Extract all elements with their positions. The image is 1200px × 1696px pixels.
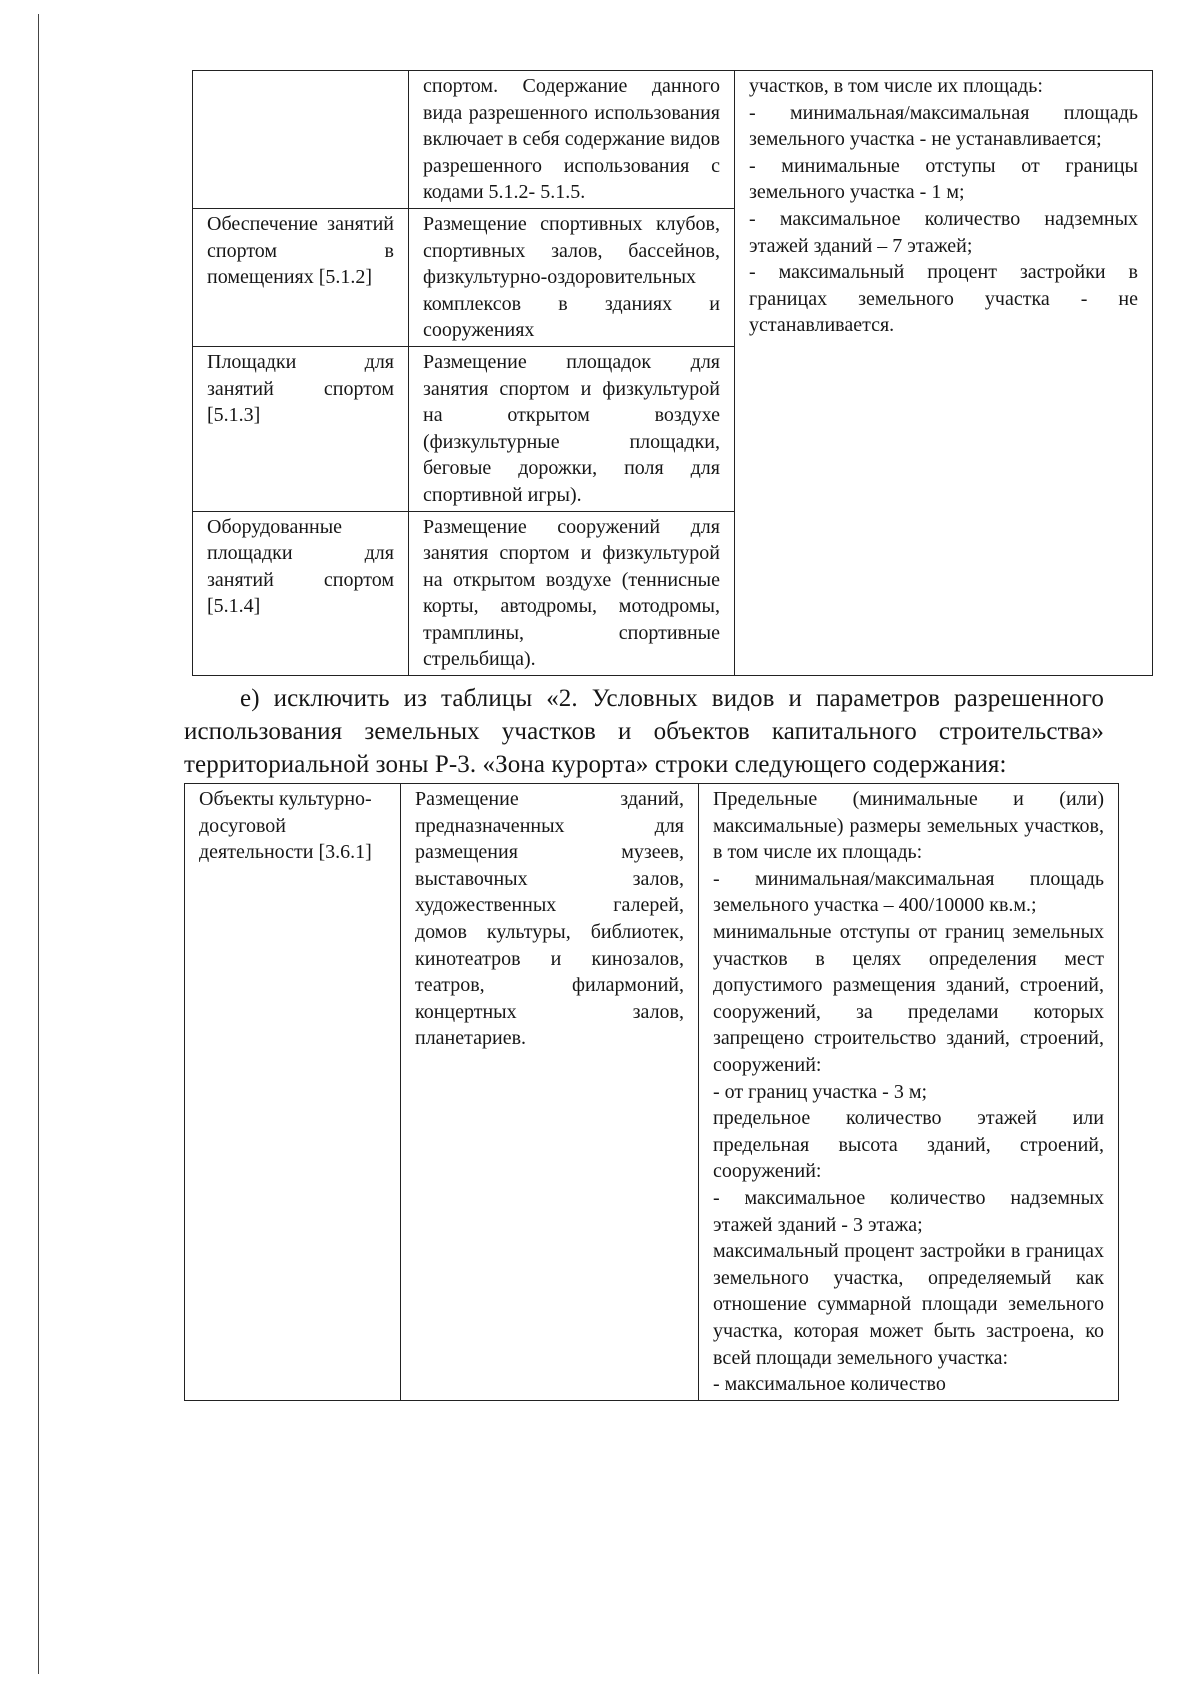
table-row <box>185 784 1119 1401</box>
use-parameters: участков, в том числе их площадь: - минимальная/максимальная площадь земельного участка - не устанавливается; - минимальные отступы от границы земельного участка - 1 м; - максимальное количество надземных этажей зданий – 7 этажей; - максимальный процент застройки в границах земельного участка - не устанавливается. <box>735 71 1153 676</box>
document-page <box>184 70 1152 1401</box>
use-type-name <box>193 71 409 209</box>
use-type-description: спортом. Содержание данного вида разрешенного использования включает в себя содержание видов разрешенного использования с кодами 5.1.2- 5.1.5. <box>409 71 735 209</box>
binder-margin-line <box>38 14 39 1674</box>
use-type-description: Размещение сооружений для занятия спортом и физкультурой на открытом воздухе (теннисные корты, автодромы, мотодромы, трамплины, спортивные стрельбища). <box>409 511 735 676</box>
use-type-name: Оборудованные площадки для занятий спортом [5.1.4] <box>193 511 409 676</box>
amendment-text: е) исключить из таблицы «2. Условных видов и параметров разрешенного использования земельных участков и объектов капитального строительства» территориальной зоны Р-3. «Зона курорта» строки следующего содержания: <box>184 685 1104 779</box>
land-use-table-continued <box>192 70 1153 676</box>
table-row <box>193 71 1153 209</box>
use-type-description: Размещение площадок для занятия спортом и физкультурой на открытом воздухе (физкультурные площадки, беговые дорожки, поля для спортивной игры). <box>409 346 735 511</box>
use-type-name: Объекты культурно-досуговой деятельности [3.6.1] <box>185 784 401 1401</box>
use-type-name: Площадки для занятий спортом [5.1.3] <box>193 346 409 511</box>
use-type-name: Обеспечение занятий спортом в помещениях [5.1.2] <box>193 208 409 346</box>
use-type-description: Размещение спортивных клубов, спортивных залов, бассейнов, физкультурно-оздоровительных комплексов в зданиях и сооружениях <box>409 208 735 346</box>
conditional-use-table <box>184 783 1119 1401</box>
use-type-description: Размещение зданий, предназначенных для размещения музеев, выставочных залов, художественных галерей, домов культуры, библиотек, кинотеатров и кинозалов, театров, филармоний, концертных залов, планетариев. <box>401 784 699 1401</box>
amendment-paragraph <box>184 682 1104 781</box>
conditional-use-table-wrap <box>184 783 1152 1401</box>
use-parameters: Предельные (минимальные и (или) максимальные) размеры земельных участков, в том числе их площадь: - минимальная/максимальная площадь земельного участка – 400/10000 кв.м.; минимальные отступы от границ земельных участков в целях определения мест допустимого размещения зданий, строений, сооружений, за пределами которых запрещено строительство зданий, строений, сооружений: - от границ участка - 3 м; предельное количество этажей или предельная высота зданий, строений, сооружений: - максимальное количество надземных этажей зданий - 3 этажа; максимальный процент застройки в границах земельного участка, определяемый как отношение суммарной площади земельного участка, которая может быть застроена, ко всей площади земельного участка: - максимальное количество <box>699 784 1119 1401</box>
